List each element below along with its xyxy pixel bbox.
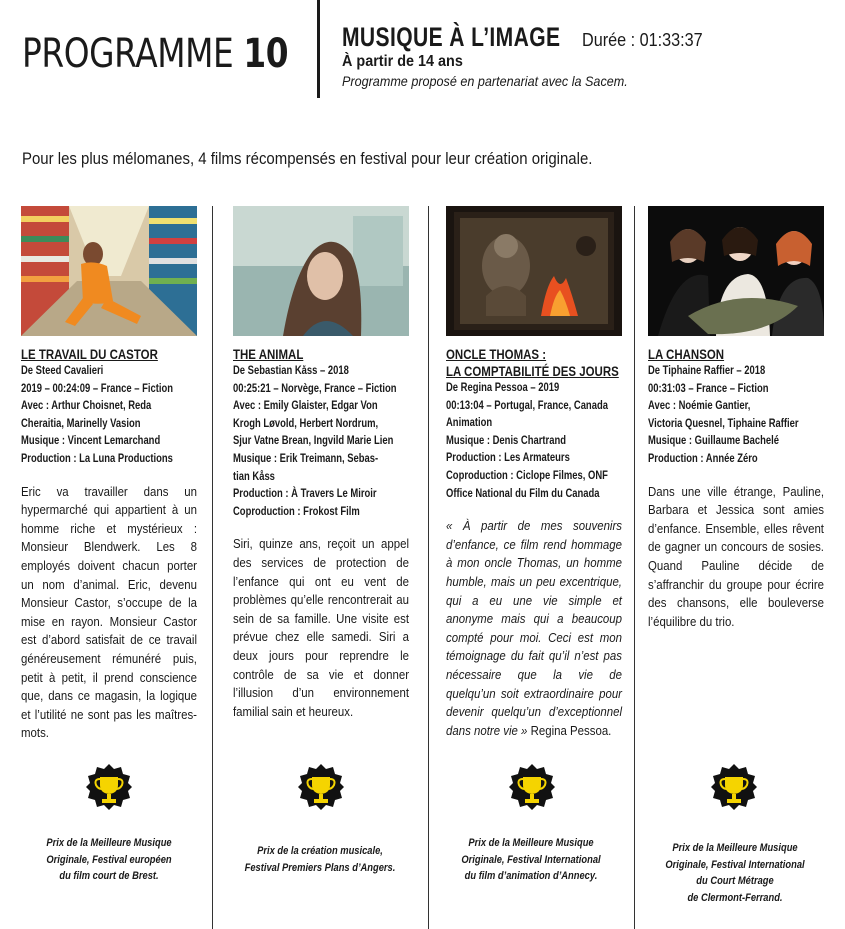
film-card-la-chanson [648, 206, 824, 631]
film-still-animation [446, 206, 622, 336]
film-synopsis: Eric va travailler dans un hypermarché qui appartient à un homme riche et mystérieux : Monsieur Blendwerk. Les 8 employés doivent chacun porter un nom d’animal. Eric, devenu Monsieur Castor, s’occupe de la mise en rayon. Monsieur Castor est d’abord satisfait de ce travail généreusement rémunéré puis, petit à petit, il prend conscience que, dans ce magasin, la logique et l’utilité ne sont pas les maîtres-mots. [21, 483, 197, 741]
column-divider [634, 206, 635, 929]
film-director: De Regina Pessoa – 2019 [446, 382, 560, 394]
trophy-icon [710, 763, 758, 811]
film-still-stage-singers [648, 206, 824, 336]
film-director: De Tiphaine Raffier – 2018 [648, 365, 766, 377]
award-text: Prix de la Meilleure Musique Originale, Festival européen du film court de Brest. [46, 837, 172, 882]
film-director: De Steed Cavalieri [21, 365, 104, 377]
trophy-icon [508, 763, 556, 811]
partner-note: Programme proposé en partenariat avec la Sacem. [342, 73, 628, 89]
column-divider [428, 206, 429, 929]
trophy-icon [297, 763, 345, 811]
film-still-supermarket [21, 206, 197, 336]
header-divider [317, 0, 320, 98]
film-card-the-animal [233, 206, 409, 721]
film-credits: 00:31:03 – France – Fiction Avec : Noémie Gantier, Victoria Quesnel, Tiphaine Raffier Musique : Guillaume Bachelé Production : Année Zéro [648, 382, 799, 465]
header-block [342, 22, 842, 89]
film-card-le-travail-du-castor [21, 206, 197, 743]
synopsis-author: Regina Pessoa. [527, 722, 612, 738]
trophy-icon [85, 763, 133, 811]
film-synopsis: « À partir de mes souvenirs d’enfance, ce film rend hommage à mon oncle Thomas, un homme humble, mais un peu excentrique, qui a eu une vie simple et anonyme mais qui a beaucoup compté pour moi. Ceci est mon témoignage du fait qu’il n’est pas nécessaire que la vie de quelqu’un soit extraordinaire pour devenir quelqu’un d’exceptionnel dans notre vie » Regina Pessoa. [446, 518, 622, 738]
column-divider [212, 206, 213, 929]
film-card-oncle-thomas [446, 206, 622, 740]
film-credits: 00:13:04 – Portugal, France, Canada Animation Musique : Denis Chartrand Production : Les Armateurs Coproduction : Ciclope Filmes, ONF Office National du Film du Canada [446, 399, 608, 500]
film-title: LA CHANSON [648, 347, 725, 362]
film-credits: 00:25:21 – Norvège, France – Fiction Avec : Emily Glaister, Edgar Von Krogh Løvold, Herbert Nordrum, Sjur Vatne Brean, Ingvild Marie Lien Musique : Erik Treimann, Sebas- tian Kåss Production : À Travers Le Miroir Coproduction : Frokost Film [233, 382, 397, 518]
programme-label: PROGRAMME 10 [22, 31, 289, 77]
film-title: LE TRAVAIL DU CASTOR [21, 347, 158, 362]
age-rating: À partir de 14 ans [342, 53, 463, 70]
film-still-girl-portrait [233, 206, 409, 336]
intro-text: Pour les plus mélomanes, 4 films récompensés en festival pour leur création originale. [22, 149, 593, 168]
film-title: THE ANIMAL [233, 347, 304, 362]
film-synopsis: Siri, quinze ans, reçoit un appel des services de protection de l’enfance qui ont eu vent de problèmes qu’elle rencontrerait au sein de sa famille. Une visite est prévue chez elle samedi. Siri a deux jours pour reprendre le contrôle de sa vie et donner l’illusion d’un environnement familial sain et heureux. [233, 536, 409, 719]
film-director: De Sebastian Kåss – 2018 [233, 365, 349, 377]
award-text: Prix de la Meilleure Musique Originale, Festival International du Court Métrage de Clermont-Ferrand. [665, 842, 805, 904]
film-title: ONCLE THOMAS : LA COMPTABILITÉ DES JOURS [446, 347, 619, 379]
award-text: Prix de la création musicale, Festival Premiers Plans d’Angers. [244, 845, 396, 874]
programme-number: 10 [243, 31, 289, 77]
duration: Durée : 01:33:37 [582, 30, 703, 50]
film-synopsis: Dans une ville étrange, Pauline, Barbara et Jessica sont amies d’enfance. Ensemble, elles rêvent de gagner un concours de sosies. Quand Pauline décide de s’affranchir du groupe pour écrire des chansons, elle bouleverse l’équilibre du trio. [648, 483, 824, 629]
award-text: Prix de la Meilleure Musique Originale, Festival International du film d’animation d’Annecy. [461, 837, 601, 882]
film-credits: 2019 – 00:24:09 – France – Fiction Avec : Arthur Choisnet, Reda Cheraitia, Marinelly Vasion Musique : Vincent Lemarchand Production : La Luna Productions [21, 382, 174, 465]
section-title: MUSIQUE À L’IMAGE [342, 22, 561, 52]
